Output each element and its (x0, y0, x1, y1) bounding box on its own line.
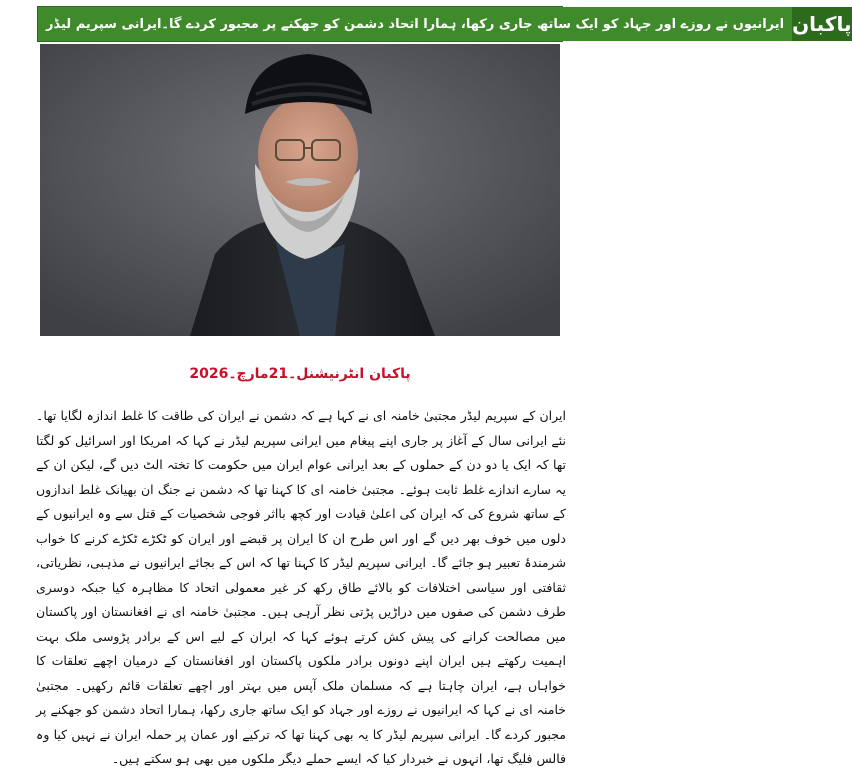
headline-text: ایرانیوں نے روزے اور جہاد کو ایک ساتھ جاری رکھا، ہمارا اتحاد دشمن کو جھکنے پر مجبور کردے گا۔ایرانی سپریم لیڈر (38, 7, 792, 41)
leader-photo (40, 44, 560, 336)
brand-logo: پاکبان (792, 7, 851, 41)
portrait-illustration (40, 44, 560, 336)
article-body: ایران کے سپریم لیڈر مجتبیٰ خامنہ ای نے کہا ہے کہ دشمن نے ایران کی طاقت کا غلط اندازہ لگایا تھا۔ نئے ایرانی سال کے آغاز پر جاری اپنے پیغام میں ایرانی سپریم لیڈر نے کہا کہ امریکا اور اسرائیل کو لگتا تھا کہ ایک یا دو دن کے حملوں کے بعد ایرانی عوام ایران میں حکومت کا تختہ الٹ دیں گے، لیکن ان کے یہ سارے اندازے غلط ثابت ہوئے۔ مجتبیٰ خامنہ ای کا کہنا تھا کہ دشمن نے جنگ ان بھیانک غلط اندازوں کے ساتھ شروع کی کہ ایران کی اعلیٰ قیادت اور کچھ بااثر فوجی شخصیات کے قتل سے وہ ایرانیوں کے دلوں میں خوف بھر دیں گے اور اس طرح ان کا ایران پر قبضے اور ایران کو ٹکڑے ٹکڑے کرنے کا خواب شرمندۂ تعبیر ہو جائے گا۔ ایرانی سپریم لیڈر کا کہنا تھا کہ اس کے بجائے ایرانیوں نے مذہبی، نظریاتی، ثقافتی اور سیاسی اختلافات کو بالائے طاق رکھ کر غیر معمولی اتحاد کا مظاہرہ کیا جبکہ دوسری طرف دشمن کی صفوں میں دراڑیں پڑتی نظر آرہی ہیں۔ مجتبیٰ خامنہ ای نے افغانستان اور پاکستان میں مصالحت کرانے کی پیش کش کرتے ہوئے کہا کہ ایران کے لیے اس کے برادر پڑوسی ملک بہت اہمیت رکھتے ہیں ایران اپنے دونوں برادر ملکوں پاکستان اور افغانستان کے درمیان اچھے تعلقات کا خواہاں ہے، ایران چاہتا ہے کہ مسلمان ملک آپس میں بہتر اور اچھے تعلقات قائم رکھیں۔ مجتبیٰ خامنہ ای نے کہا کہ ایرانیوں نے روزے اور جہاد کو ایک ساتھ جاری رکھا، ہمارا اتحاد دشمن کو جھکنے پر مجبور کردے گا۔ ایرانی سپریم لیڈر کا یہ بھی کہنا تھا کہ ترکیے اور عمان پر حملہ ایران نے نہیں کیا وہ فالس فلیگ تھا، انہوں نے خبردار کیا کہ ایسے حملے دیگر ملکوں میں بھی ہو سکتے ہیں۔ (36, 408, 566, 766)
headline-banner (37, 6, 852, 42)
dateline: پاکبان انٹرنیشنل۔21مارچ۔2026 (189, 366, 411, 382)
